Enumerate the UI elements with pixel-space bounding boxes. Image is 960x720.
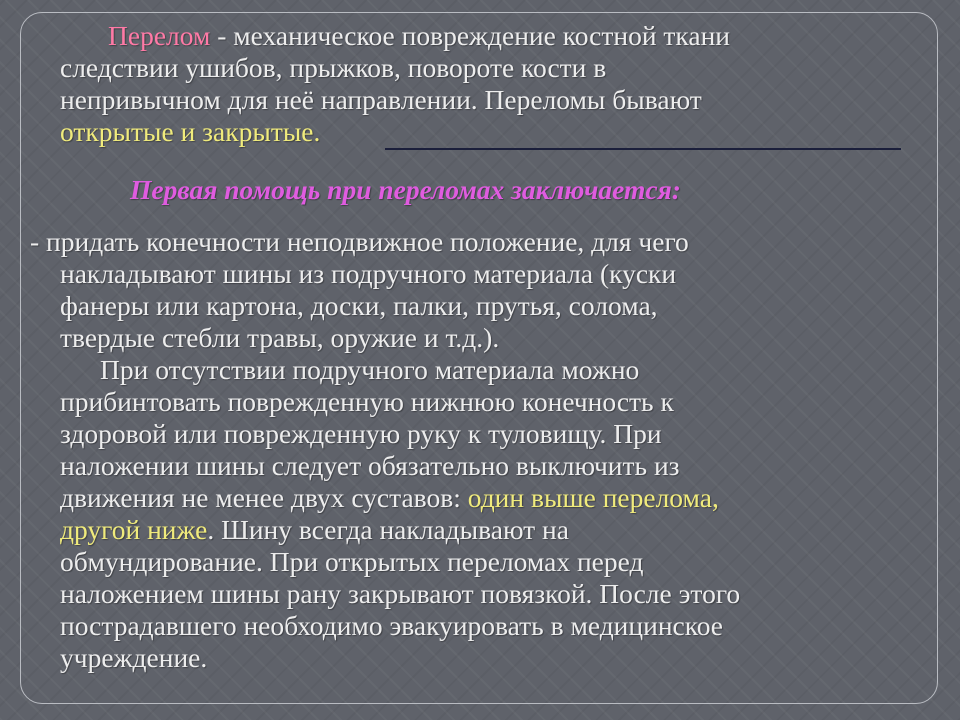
intro-line-4 [30, 116, 930, 148]
intro-line-2: следствии ушибов, прыжков, повороте кости в [60, 52, 607, 83]
body-line-2: накладывают шины из подручного материала (куски [60, 258, 677, 289]
body-line-3: фанеры или картона, доски, палки, прутья, солома, [60, 290, 658, 321]
first-aid-heading: Первая помощь при переломах заключается: [130, 174, 681, 205]
body-line-9 [30, 482, 930, 514]
body-line-7: здоровой или поврежденную руку к туловищу. При [60, 418, 662, 449]
intro-line-1 [30, 20, 930, 52]
joint-above-highlight: один выше перелома, [467, 482, 719, 513]
underline-rule [385, 148, 901, 150]
first-aid-body [30, 226, 930, 674]
body-line-13: пострадавшего необходимо эвакуировать в медицинское [60, 610, 724, 641]
body-line-10 [30, 514, 930, 546]
fracture-term: Перелом [108, 20, 211, 51]
intro-line-3: непривычном для неё направлении. Переломы бывают [60, 84, 702, 115]
joints-text: движения не менее двух суставов: [60, 482, 468, 513]
body-line-4: твердые стебли травы, оружие и т.д.). [60, 322, 500, 353]
splint-text: . Шину всегда накладывают на [207, 514, 569, 545]
body-line-5: При отсутствии подручного материала можно [100, 354, 640, 385]
body-line-1: - придать конечности неподвижное положение, для чего [30, 226, 689, 257]
body-line-12: наложением шины рану закрывают повязкой. После этого [60, 578, 741, 609]
intro-line-1-text: - механическое повреждение костной ткани [210, 20, 731, 51]
body-line-14: учреждение. [60, 642, 208, 673]
fracture-types: открытые и закрытые. [60, 116, 321, 147]
body-line-6: прибинтовать поврежденную нижнюю конечность к [60, 386, 674, 417]
intro-paragraph [30, 20, 930, 148]
joint-below-highlight: другой ниже [60, 514, 208, 545]
body-line-8: наложении шины следует обязательно выключить из [60, 450, 680, 481]
body-line-11: обмундирование. При открытых переломах перед [60, 546, 644, 577]
